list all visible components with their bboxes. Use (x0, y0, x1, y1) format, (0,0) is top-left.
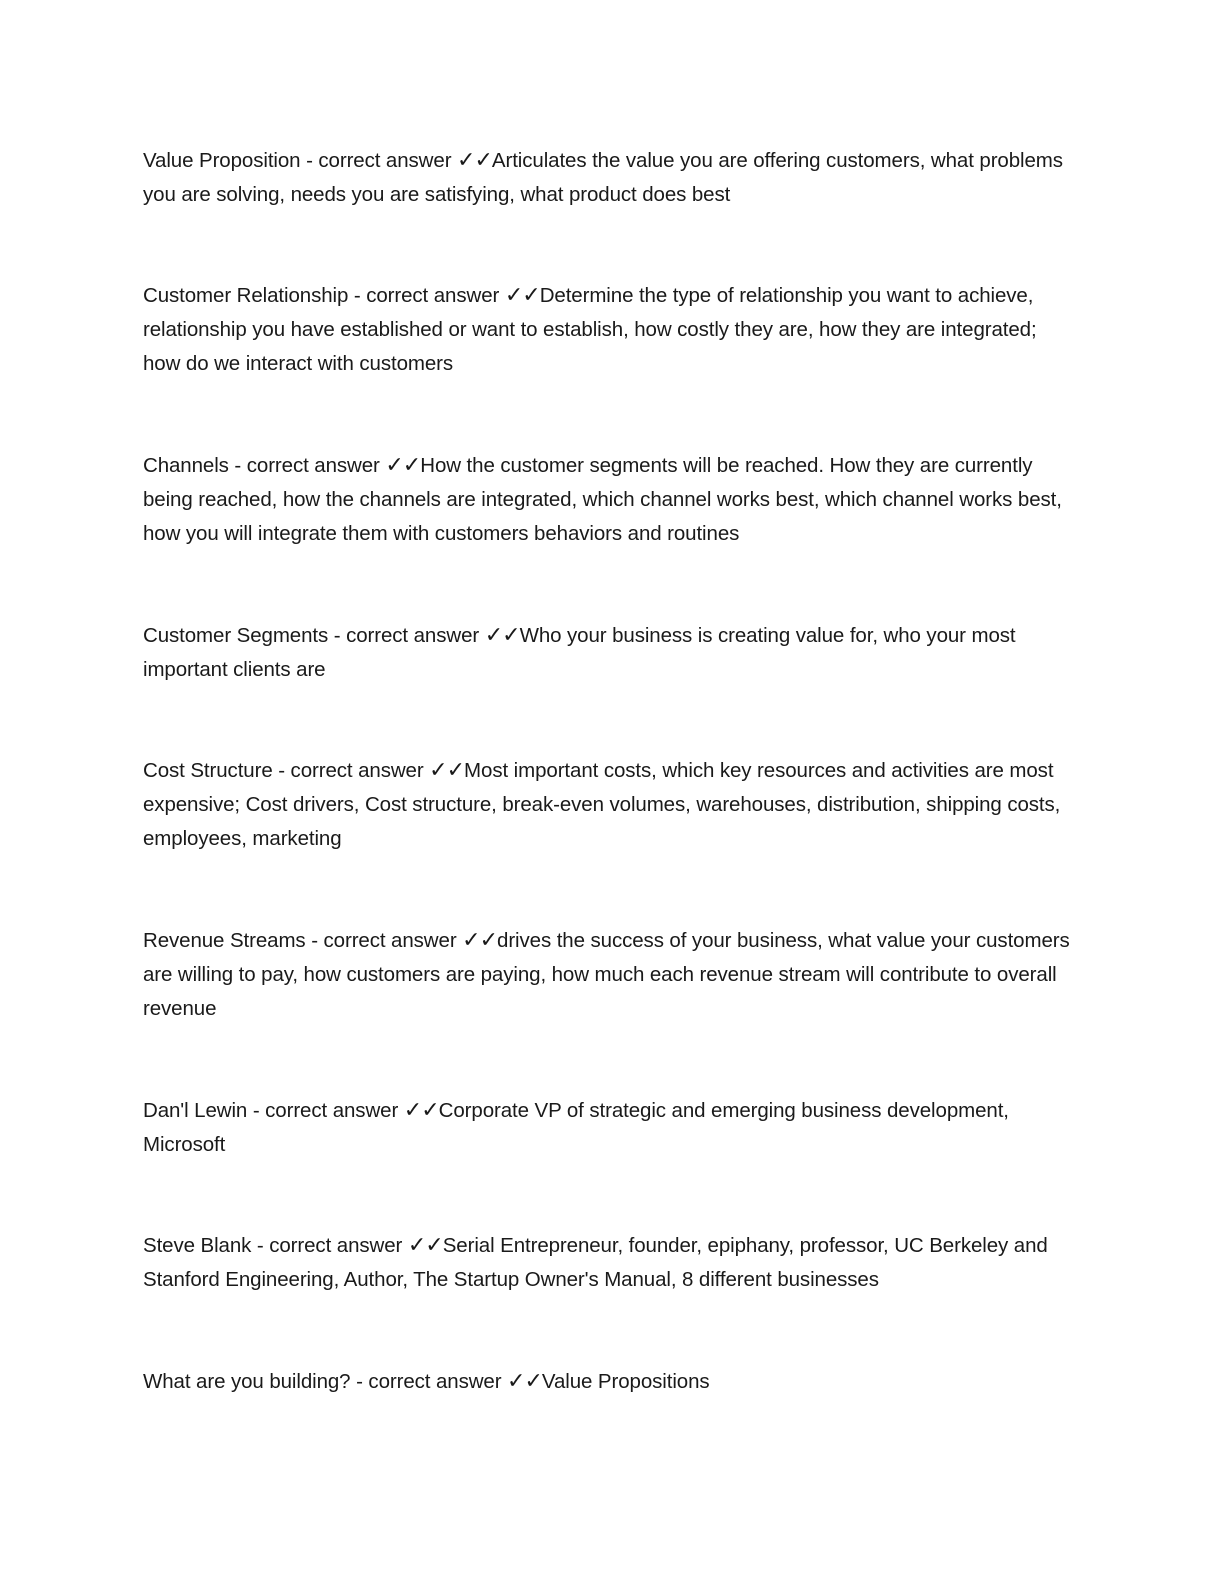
entry-separator: - correct answer (247, 1099, 404, 1122)
double-checkmark-icon: ✓✓ (484, 623, 520, 648)
entry-separator: - correct answer (300, 149, 458, 172)
entry-separator: - correct answer (272, 759, 430, 782)
entry-answer: Value Propositions (541, 1370, 710, 1393)
qa-entry-cost-structure (143, 754, 1073, 856)
entry-answer: Serial Entrepreneur, founder, epiphany, professor, UC Berkeley and Stanford Engineering, Author, The Startup Owner's Manual, 8 different businesses (143, 1234, 1048, 1291)
double-checkmark-icon: ✓✓ (462, 928, 498, 953)
entry-separator: - correct answer (328, 624, 485, 647)
entry-answer: How the customer segments will be reached. How they are currently being reached, how the channels are integrated, which channel works best, which channel works best, how you will integrate them with customers behaviors and routines (143, 454, 1062, 545)
qa-entry-channels (143, 449, 1073, 551)
entry-term: Cost Structure (143, 759, 273, 782)
qa-entry-customer-relationship (143, 279, 1073, 381)
entry-separator: - correct answer (305, 929, 463, 952)
entry-answer: Determine the type of relationship you want to achieve, relationship you have established or want to establish, how costly they are, how they are integrated; how do we interact with customers (143, 284, 1037, 375)
entry-answer: Most important costs, which key resources and activities are most expensive; Cost drivers, Cost structure, break-even volumes, warehouses, distribution, shipping costs, employees, marketing (143, 759, 1061, 850)
entry-term: Steve Blank (143, 1234, 252, 1257)
double-checkmark-icon: ✓✓ (504, 283, 540, 308)
entry-separator: - correct answer (251, 1234, 408, 1257)
entry-answer: Who your business is creating value for, who your most important clients are (143, 624, 1016, 681)
entry-term: Channels (143, 454, 229, 477)
double-checkmark-icon: ✓✓ (429, 758, 465, 783)
qa-entry-danl-lewin (143, 1094, 1073, 1162)
entry-term: Dan'l Lewin (143, 1099, 248, 1122)
double-checkmark-icon: ✓✓ (457, 148, 492, 173)
qa-entry-what-are-you-building (143, 1365, 1073, 1399)
entry-separator: - correct answer (350, 1370, 508, 1393)
entry-separator: - correct answer (348, 284, 505, 307)
entry-term: What are you building? (143, 1370, 351, 1393)
entry-answer: Articulates the value you are offering customers, what problems you are solving, needs you are satisfying, what product does best (143, 149, 1063, 206)
double-checkmark-icon: ✓✓ (403, 1098, 439, 1123)
qa-entry-value-proposition (143, 144, 1073, 212)
entry-term: Value Proposition (143, 149, 301, 172)
qa-entry-customer-segments (143, 619, 1073, 687)
entry-term: Revenue Streams (143, 929, 306, 952)
entry-term: Customer Relationship (143, 284, 349, 307)
double-checkmark-icon: ✓✓ (407, 1233, 443, 1258)
entry-term: Customer Segments (143, 624, 329, 647)
qa-entry-steve-blank (143, 1229, 1073, 1297)
entry-answer: drives the success of your business, what value your customers are willing to pay, how customers are paying, how much each revenue stream will contribute to overall revenue (143, 929, 1070, 1020)
double-checkmark-icon: ✓✓ (507, 1369, 542, 1394)
qa-entry-revenue-streams (143, 924, 1073, 1026)
entry-answer: Corporate VP of strategic and emerging business development, Microsoft (143, 1099, 1009, 1156)
entry-separator: - correct answer (228, 454, 386, 477)
double-checkmark-icon: ✓✓ (385, 453, 421, 478)
